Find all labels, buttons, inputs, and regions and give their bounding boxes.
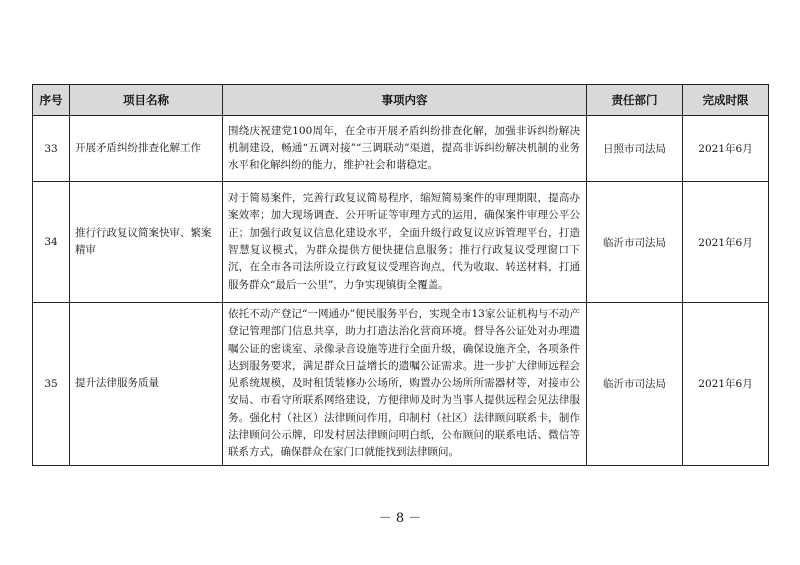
table-row <box>33 182 769 303</box>
header-item-content: 事项内容 <box>223 85 587 116</box>
row-responsible-dept: 临沂市司法局 <box>587 303 683 466</box>
row-project-name: 推行行政复议简案快审、繁案精审 <box>70 182 223 303</box>
row-deadline: 2021年6月 <box>683 303 769 466</box>
row-serial-number: 35 <box>33 303 70 466</box>
table-row <box>33 116 769 182</box>
row-deadline: 2021年6月 <box>683 116 769 182</box>
row-responsible-dept: 临沂市司法局 <box>587 182 683 303</box>
header-deadline: 完成时限 <box>683 85 769 116</box>
header-serial-number: 序号 <box>33 85 70 116</box>
page-number: － 8 － <box>378 511 422 526</box>
row-deadline: 2021年6月 <box>683 182 769 303</box>
table-header-row <box>33 85 769 116</box>
row-responsible-dept: 日照市司法局 <box>587 116 683 182</box>
row-item-content: 对于简易案件，完善行政复议简易程序，缩短简易案件的审理期限，提高办案效率；加大现场调查、公开听证等审理方式的运用，确保案件审理公平公正；加强行政复议信息化建设水平，全面升级行政复议应诉管理平台，打造智慧复议模式，为群众提供方便快捷信息服务；推行行政复议受理窗口下沉，在全市各司法所设立行政复议受理咨询点，代为收取、转送材料，打通服务群众“最后一公里”，力争实现镇街全覆盖。 <box>223 182 587 303</box>
task-table <box>32 84 769 466</box>
header-responsible-dept: 责任部门 <box>587 85 683 116</box>
row-project-name: 开展矛盾纠纷排查化解工作 <box>70 116 223 182</box>
row-project-name: 提升法律服务质量 <box>70 303 223 466</box>
row-serial-number: 33 <box>33 116 70 182</box>
row-serial-number: 34 <box>33 182 70 303</box>
row-item-content: 围绕庆祝建党100周年，在全市开展矛盾纠纷排查化解，加强非诉纠纷解决机制建设，畅通“五调对接”“三调联动”渠道，提高非诉纠纷解决机制的业务水平和化解纠纷的能力，维护社会和谐稳定。 <box>223 116 587 182</box>
row-item-content: 依托不动产登记“一网通办”便民服务平台，实现全市13家公证机构与不动产登记管理部门信息共享，助力打造法治化营商环境。督导各公证处对办理遗嘱公证的密谈室、录像录音设施等进行全面升级，确保设施齐全，各项条件达到服务要求，满足群众日益增长的遗嘱公证需求。进一步扩大律师远程会见系统规模，及时租赁装修办公场所，购置办公场所所需器材等，对接市公安局、市看守所联系网络建设，方便律师及时为当事人提供远程会见法律服务。强化村（社区）法律顾问作用，印制村（社区）法律顾问联系卡，制作法律顾问公示牌，印发村居法律顾问明白纸，公布顾问的联系电话、微信等联系方式，确保群众在家门口就能找到法律顾问。 <box>223 303 587 466</box>
header-project-name: 项目名称 <box>70 85 223 116</box>
table-row <box>33 303 769 466</box>
